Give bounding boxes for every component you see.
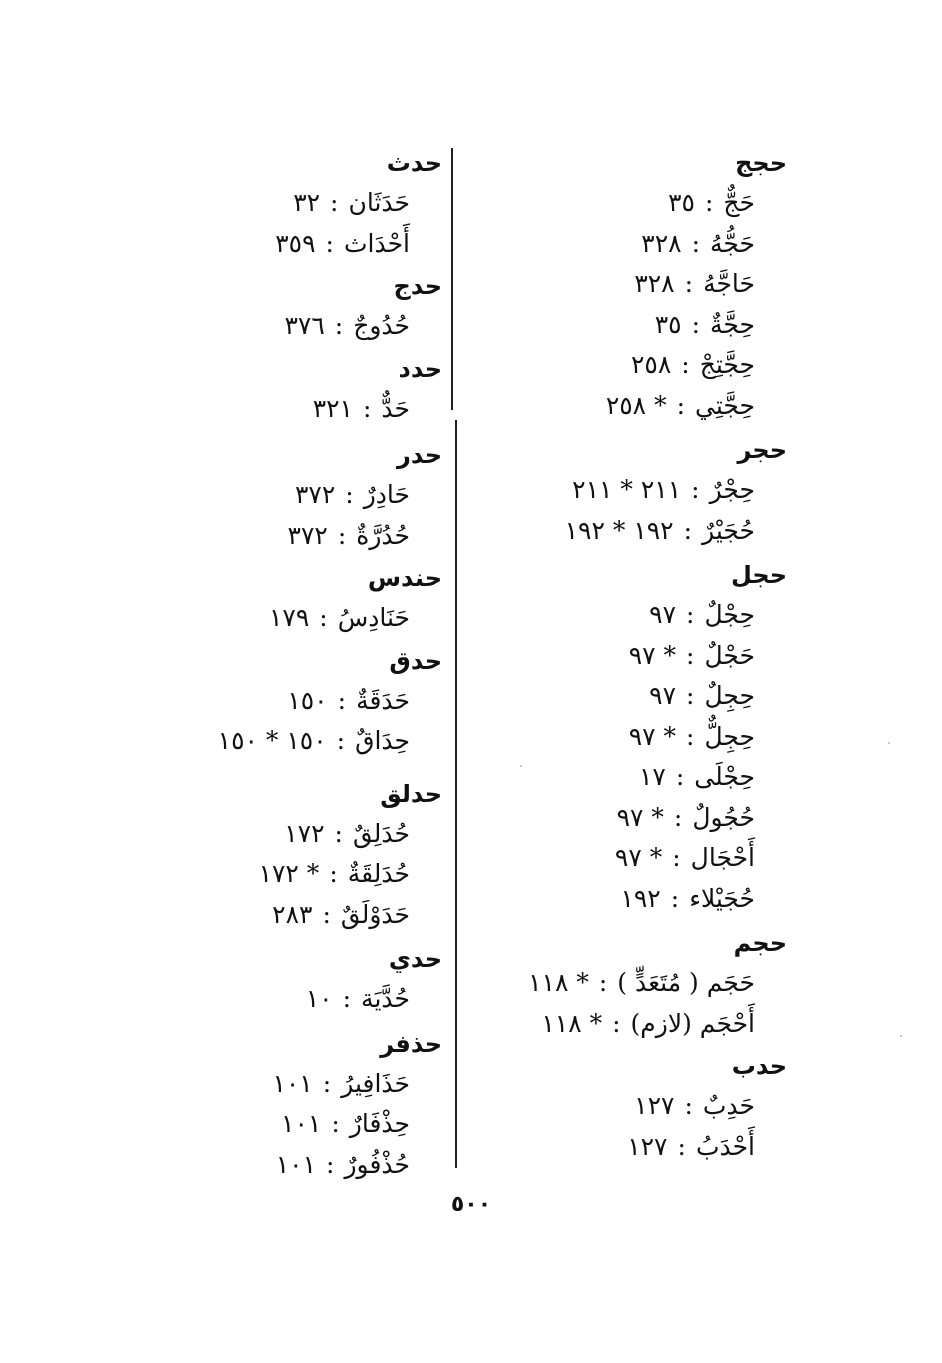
root-heading: حدر [397, 441, 442, 469]
entry-page-ref: * ١١٨ [528, 968, 589, 997]
entry-word: حُدَلِقٌ [352, 818, 410, 848]
entry-separator: : [331, 1109, 340, 1138]
index-entry [142, 1064, 442, 1105]
entry-page-ref: ٣٢ [293, 188, 321, 217]
entry-separator: : [345, 480, 354, 509]
entry-word: حُدَلِقَةٌ [347, 859, 410, 888]
entry-separator: : [676, 390, 686, 420]
index-entry [427, 1004, 787, 1045]
entry-word: حِجِلٌّ [704, 721, 755, 751]
entry-page-ref: ٣٧٢ [294, 480, 336, 509]
entry-page-ref: ٢٥٨ [630, 350, 672, 379]
index-entry [427, 345, 787, 386]
entry-separator: : [325, 228, 334, 258]
entry-separator: : [334, 818, 343, 848]
entry-word: حِجَّتِجْ [699, 350, 755, 379]
root-heading: حدث [386, 149, 442, 177]
root-heading: حدد [398, 354, 442, 383]
entry-word: أَحْجَال [690, 843, 755, 872]
entry-page-ref: * ١٧٢ [258, 859, 320, 888]
index-entry [142, 183, 442, 224]
entry-word: حُذْفُورٌ [344, 1149, 410, 1179]
entry-word: حَدِبٌ [702, 1091, 755, 1120]
entry-separator: : [681, 350, 690, 379]
index-entry [427, 879, 787, 920]
entry-page-ref: ١٧ [638, 762, 666, 791]
index-entry [142, 598, 442, 639]
index-entry [427, 717, 787, 758]
index-entry [427, 305, 787, 346]
entry-word: حَجُّهُ [710, 228, 755, 258]
entry-separator: : [336, 726, 346, 755]
entry-separator: : [326, 1149, 335, 1179]
entry-word: حِدَاقٌ [355, 726, 410, 755]
index-entry [427, 1127, 787, 1168]
entry-word: حِجَّتِي [695, 390, 755, 420]
index-entry [142, 854, 442, 895]
index-entry [427, 386, 787, 427]
entry-page-ref: * ٩٧ [628, 721, 677, 751]
entry-page-ref: ١٧٩ [269, 603, 310, 632]
entry-word: حُجُولٌ [692, 802, 755, 832]
entry-page-ref: ١٢٧ [627, 1131, 668, 1161]
index-entry [427, 636, 787, 677]
entry-word: حِجِلٌ [704, 681, 755, 710]
entry-page-ref: ٣٧٦ [284, 311, 325, 340]
entry-page-ref: ١٢٧ [634, 1091, 675, 1120]
index-entry [427, 757, 787, 798]
entry-word: حَذَافِيرُ [341, 1068, 410, 1098]
entry-word: حَدَقَةٌ [356, 685, 410, 715]
root-heading: حجر [737, 436, 787, 464]
entry-separator: : [686, 600, 695, 629]
index-entry [142, 306, 442, 347]
entry-page-ref: * ٩٧ [628, 640, 677, 670]
entry-separator: : [677, 1131, 686, 1161]
entry-separator: : [683, 515, 693, 545]
entry-separator: : [330, 188, 339, 217]
entry-page-ref: ١٩٢ [620, 883, 661, 913]
entry-page-ref: ١٠١ [275, 1149, 317, 1179]
root-heading: حدج [393, 272, 442, 300]
root-heading: حدب [731, 1052, 787, 1080]
index-entry [142, 895, 442, 936]
entry-separator: : [673, 802, 683, 832]
index-entry [427, 470, 787, 511]
root-heading: حدلق [380, 779, 442, 808]
entry-page-ref: ١٠ [305, 984, 333, 1013]
entry-word: حُجَيْلاء [689, 883, 755, 913]
entry-word: حِجَّةٌ [710, 309, 755, 339]
index-entry [427, 264, 787, 305]
entry-word: حَدٌّ [381, 393, 410, 423]
index-entry [427, 511, 787, 552]
index-entry [427, 798, 787, 839]
entry-separator: : [675, 762, 685, 791]
index-entry [142, 681, 442, 722]
index-entry [142, 1145, 442, 1186]
entry-separator: : [337, 520, 347, 550]
entry-page-ref: ١٠١ [281, 1109, 322, 1138]
entry-word: حَجْلٌ [704, 640, 755, 670]
entry-word: حِجْرٌ [709, 475, 755, 504]
index-entry [142, 721, 442, 762]
entry-page-ref: * ٩٧ [614, 843, 663, 872]
entry-separator: : [691, 309, 700, 339]
entry-separator: : [612, 1008, 621, 1038]
entry-page-ref: * ٢٥٨ [605, 390, 667, 420]
entry-separator: : [362, 393, 372, 423]
entry-word: حُدُوجٌ [353, 311, 410, 340]
root-heading: حجج [735, 149, 787, 177]
entry-separator: : [670, 883, 680, 913]
entry-separator: : [337, 685, 347, 715]
entry-page-ref: ٣٢٨ [634, 269, 675, 298]
entry-page-ref: ٣٢١ [312, 393, 353, 423]
entry-page-ref: ٩٧ [649, 600, 677, 629]
index-entry [142, 979, 442, 1020]
entry-word: حِجْلَى [694, 762, 755, 791]
entry-page-ref: ٣٢٨ [641, 228, 682, 258]
root-heading: حدي [388, 945, 442, 973]
root-heading: حذفر [380, 1029, 442, 1058]
entry-page-ref: ٣٥٩ [275, 228, 316, 258]
entry-page-ref: ٢٨٣ [272, 899, 313, 929]
index-entry [427, 1086, 787, 1127]
entry-word: حِذْفَارٌ [349, 1109, 410, 1138]
entry-page-ref: ١٥٠ [287, 685, 328, 715]
scan-speck [900, 1035, 902, 1037]
entry-word: حَادِرٌ [363, 480, 410, 509]
root-heading: حجل [730, 561, 787, 589]
entry-word: حَجٌّ [723, 188, 755, 217]
entry-separator: : [342, 984, 352, 1013]
entry-word: حُجَيْرٌ [702, 515, 755, 545]
index-entry [427, 676, 787, 717]
entry-separator: : [691, 475, 700, 504]
entry-separator: : [319, 603, 328, 632]
entry-word: حَاجَّهُ [703, 269, 755, 298]
index-entry [142, 814, 442, 855]
index-entry [427, 224, 787, 265]
entry-separator: : [334, 311, 344, 340]
entry-separator: : [322, 899, 331, 929]
entry-word: حَدَوْلَقٌ [340, 899, 410, 929]
entry-word: حُدُرَّةٌ [356, 520, 410, 550]
index-entry [142, 389, 442, 430]
entry-separator: : [686, 640, 695, 670]
index-entry [427, 595, 787, 636]
entry-separator: : [686, 721, 695, 751]
index-column-right [427, 143, 787, 1167]
entry-separator: : [672, 843, 681, 872]
root-heading: حندس [367, 564, 442, 592]
entry-page-ref: ٣٥ [668, 188, 695, 217]
entry-page-ref: ٢١١ * ٢١١ [572, 475, 682, 504]
entry-word: أَحْدَاث [343, 228, 410, 258]
entry-page-ref: ٣٧٢ [287, 520, 328, 550]
entry-page-ref: * ٩٧ [616, 802, 664, 832]
index-column-left [142, 143, 442, 1185]
index-entry [142, 224, 442, 265]
scan-speck [520, 765, 522, 767]
index-entry [142, 516, 442, 557]
index-entry [427, 183, 787, 224]
index-entry [142, 1104, 442, 1145]
index-entry [427, 838, 787, 879]
entry-separator: : [686, 681, 695, 710]
entry-word: حُدَّيَة [361, 984, 410, 1013]
entry-word: أَحْجَم (لازم) [630, 1008, 755, 1038]
entry-page-ref: ١٠١ [272, 1068, 313, 1098]
entry-page-ref: * ١١٨ [541, 1008, 603, 1038]
entry-separator: : [598, 968, 608, 997]
entry-word: حَجَم ( مُتَعَدٍّ ) [617, 968, 755, 997]
entry-separator: : [684, 269, 694, 298]
page-number: ٥٠٠ [450, 1192, 492, 1217]
entry-separator: : [684, 1091, 693, 1120]
entry-separator: : [329, 859, 338, 888]
entry-word: حَنَادِسُ [337, 603, 410, 632]
root-heading: حدق [389, 646, 442, 675]
entry-page-ref: ١٩٢ * ١٩٢ [564, 515, 674, 545]
entry-page-ref: ٣٥ [654, 309, 682, 339]
entry-separator: : [691, 228, 700, 258]
index-entry [142, 475, 442, 516]
entry-page-ref: ١٥٠ * ١٥٠ [217, 726, 327, 755]
entry-word: أَحْدَبُ [695, 1131, 755, 1161]
scan-speck [888, 742, 890, 744]
entry-word: حِجْلٌ [704, 600, 755, 629]
entry-separator: : [704, 188, 714, 217]
entry-word: حَدَثَان [348, 188, 410, 217]
entry-page-ref: ٩٧ [649, 681, 677, 710]
root-heading: حجم [733, 929, 787, 957]
entry-separator: : [322, 1068, 332, 1098]
index-entry [427, 963, 787, 1004]
entry-page-ref: ١٧٢ [284, 818, 325, 848]
